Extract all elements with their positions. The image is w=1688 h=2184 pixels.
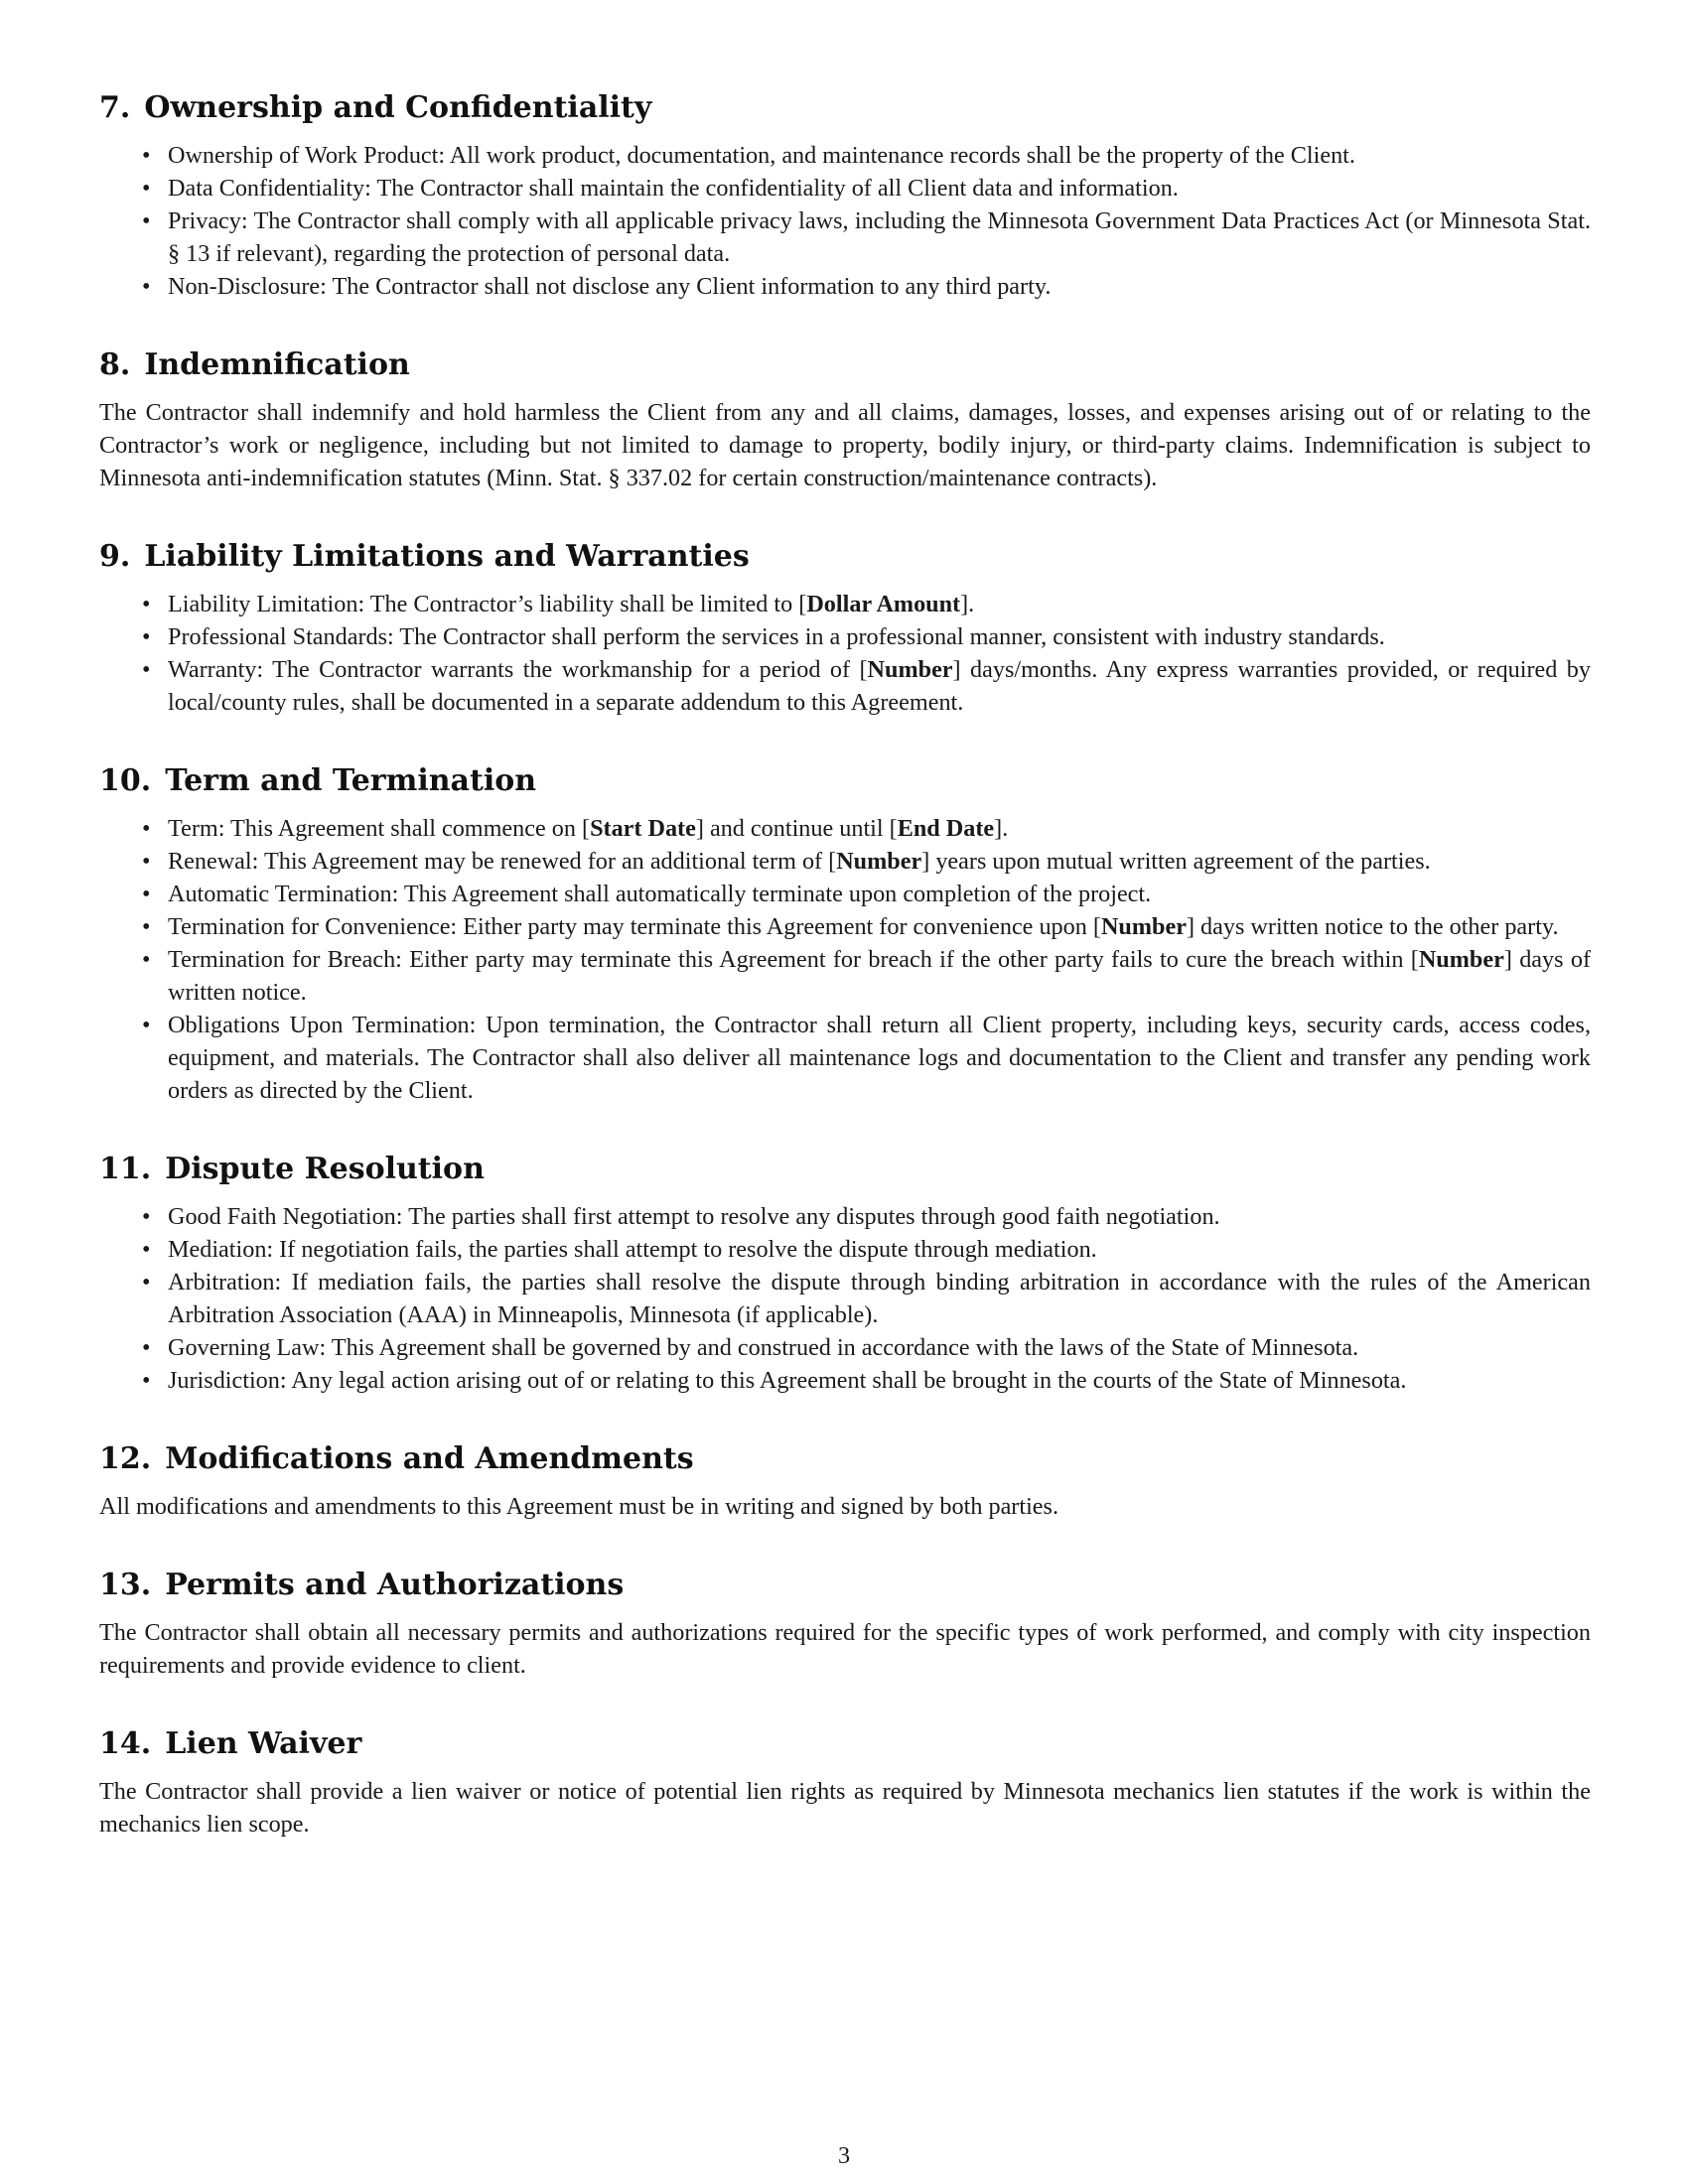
section-paragraph: The Contractor shall obtain all necessary permits and authorizations required for the specific types of work performed, and comply with city inspection requirements and provide evidence to client. xyxy=(99,1619,1591,1679)
section-paragraph: The Contractor shall provide a lien waiver or notice of potential lien rights as required by Minnesota mechanics lien statutes if the work is within the mechanics lien scope. xyxy=(99,1778,1591,1838)
list-item xyxy=(168,910,1591,943)
list-item xyxy=(168,845,1591,878)
bullet-list xyxy=(99,1200,1591,1397)
list-item-text: Warranty: The Contractor warrants the workmanship for a period of [ xyxy=(168,656,868,683)
placeholder-field: Dollar Amount xyxy=(806,591,961,617)
list-item xyxy=(168,943,1591,1009)
placeholder-field: Number xyxy=(1418,946,1504,973)
page-number: 3 xyxy=(837,2142,851,2169)
list-item-text: Mediation: If negotiation fails, the parties shall attempt to resolve the dispute through mediation. xyxy=(168,1236,1097,1263)
section-modifications-and-amendments xyxy=(99,1440,1591,1523)
section-liability-limitations-and-warranties xyxy=(99,538,1591,719)
list-item xyxy=(168,620,1591,653)
list-item-text: ]. xyxy=(994,815,1009,842)
section-title: Liability Limitations and Warranties xyxy=(144,539,750,574)
list-item xyxy=(168,270,1591,303)
section-number: 10. xyxy=(99,763,152,798)
list-item-text: Termination for Convenience: Either party may terminate this Agreement for convenience upon [ xyxy=(168,913,1101,940)
list-item-text: Data Confidentiality: The Contractor shall maintain the confidentiality of all Client data and information. xyxy=(168,175,1179,202)
list-item-text: Term: This Agreement shall commence on [ xyxy=(168,815,591,842)
section-title: Indemnification xyxy=(144,347,410,382)
list-item xyxy=(168,1364,1591,1397)
section-permits-and-authorizations xyxy=(99,1567,1591,1682)
placeholder-field: Number xyxy=(1100,913,1187,940)
list-item-text: ] days written notice to the other party. xyxy=(1186,913,1559,940)
section-title: Modifications and Amendments xyxy=(165,1441,694,1476)
list-item xyxy=(168,588,1591,620)
placeholder-field: End Date xyxy=(897,815,995,842)
section-number: 11. xyxy=(99,1152,152,1186)
list-item-text: Professional Standards: The Contractor shall perform the services in a professional manner, consistent with industry standards. xyxy=(168,623,1385,650)
list-item xyxy=(168,878,1591,910)
section-term-and-termination xyxy=(99,762,1591,1107)
list-item-text: Automatic Termination: This Agreement shall automatically terminate upon completion of the project. xyxy=(168,881,1152,907)
list-item xyxy=(168,172,1591,205)
list-item xyxy=(168,205,1591,270)
list-item xyxy=(168,1331,1591,1364)
list-item-text: Privacy: The Contractor shall comply with all applicable privacy laws, including the Minnesota Government Data Practices Act (or Minnesota Stat. § 13 if relevant), regarding the protection of personal data. xyxy=(168,207,1591,267)
section-ownership-and-confidentiality xyxy=(99,89,1591,303)
section-title: Permits and Authorizations xyxy=(165,1568,625,1602)
section-heading xyxy=(99,1567,1591,1604)
list-item-text: ] years upon mutual written agreement of the parties. xyxy=(921,848,1431,875)
list-item-text: ] and continue until [ xyxy=(695,815,898,842)
section-heading xyxy=(99,538,1591,576)
list-item-text: Jurisdiction: Any legal action arising out of or relating to this Agreement shall be brought in the courts of the State of Minnesota. xyxy=(168,1367,1407,1394)
list-item-text: ]. xyxy=(960,591,975,617)
document-page xyxy=(99,89,1591,1884)
list-item-text: Arbitration: If mediation fails, the parties shall resolve the dispute through binding arbitration in accordance with the rules of the American Arbitration Association (AAA) in Minneapolis, Minnesota (if applicable). xyxy=(168,1269,1591,1328)
section-title: Term and Termination xyxy=(165,763,537,798)
bullet-list xyxy=(99,139,1591,303)
list-item xyxy=(168,1200,1591,1233)
list-item xyxy=(168,139,1591,172)
list-item-text: ] days/months. Any express warranties provided, or required by local/county rules, shall be documented in a separate addendum to this Agreement. xyxy=(168,656,1591,716)
section-paragraph: The Contractor shall indemnify and hold harmless the Client from any and all claims, damages, losses, and expenses arising out of or relating to the Contractor’s work or negligence, including but not limited to damage to property, bodily injury, or third-party claims. Indemnification is subject to Minnesota anti-indemnification statutes (Minn. Stat. § 337.02 for certain construction/maintenance contracts). xyxy=(99,399,1591,491)
list-item xyxy=(168,1009,1591,1107)
section-heading xyxy=(99,1151,1591,1188)
section-number: 12. xyxy=(99,1441,152,1476)
section-heading xyxy=(99,1440,1591,1478)
list-item-text: Governing Law: This Agreement shall be governed by and construed in accordance with the laws of the State of Minnesota. xyxy=(168,1334,1359,1361)
bullet-list xyxy=(99,812,1591,1107)
section-title: Ownership and Confidentiality xyxy=(144,90,652,125)
list-item xyxy=(168,1266,1591,1331)
section-paragraph: All modifications and amendments to this Agreement must be in writing and signed by both parties. xyxy=(99,1493,1058,1520)
section-number: 9. xyxy=(99,539,131,574)
section-number: 7. xyxy=(99,90,131,125)
section-heading xyxy=(99,89,1591,127)
list-item-text: Termination for Breach: Either party may terminate this Agreement for breach if the other party fails to cure the breach within [ xyxy=(168,946,1419,973)
list-item xyxy=(168,653,1591,719)
section-number: 14. xyxy=(99,1726,152,1761)
list-item-text: Liability Limitation: The Contractor’s liability shall be limited to [ xyxy=(168,591,807,617)
placeholder-field: Number xyxy=(836,848,922,875)
placeholder-field: Number xyxy=(867,656,953,683)
list-item-text: Obligations Upon Termination: Upon termination, the Contractor shall return all Client property, including keys, security cards, access codes, equipment, and materials. The Contractor shall also deliver all maintenance logs and documentation to the Client and transfer any pending work orders as directed by the Client. xyxy=(168,1012,1591,1104)
list-item-text: Non-Disclosure: The Contractor shall not disclose any Client information to any third party. xyxy=(168,273,1052,300)
list-item-text: Renewal: This Agreement may be renewed for an additional term of [ xyxy=(168,848,837,875)
section-lien-waiver xyxy=(99,1725,1591,1841)
list-item xyxy=(168,812,1591,845)
section-title: Dispute Resolution xyxy=(165,1152,485,1186)
section-title: Lien Waiver xyxy=(165,1726,362,1761)
section-heading xyxy=(99,346,1591,384)
list-item-text: Ownership of Work Product: All work product, documentation, and maintenance records shall be the property of the Client. xyxy=(168,142,1355,169)
section-dispute-resolution xyxy=(99,1151,1591,1397)
section-number: 8. xyxy=(99,347,131,382)
sections-container xyxy=(99,89,1591,1841)
section-heading xyxy=(99,762,1591,800)
placeholder-field: Start Date xyxy=(590,815,696,842)
section-heading xyxy=(99,1725,1591,1763)
bullet-list xyxy=(99,588,1591,719)
list-item-text: Good Faith Negotiation: The parties shall first attempt to resolve any disputes through good faith negotiation. xyxy=(168,1203,1220,1230)
list-item-text: ] days of written notice. xyxy=(168,946,1591,1006)
section-number: 13. xyxy=(99,1568,152,1602)
list-item xyxy=(168,1233,1591,1266)
section-indemnification xyxy=(99,346,1591,494)
